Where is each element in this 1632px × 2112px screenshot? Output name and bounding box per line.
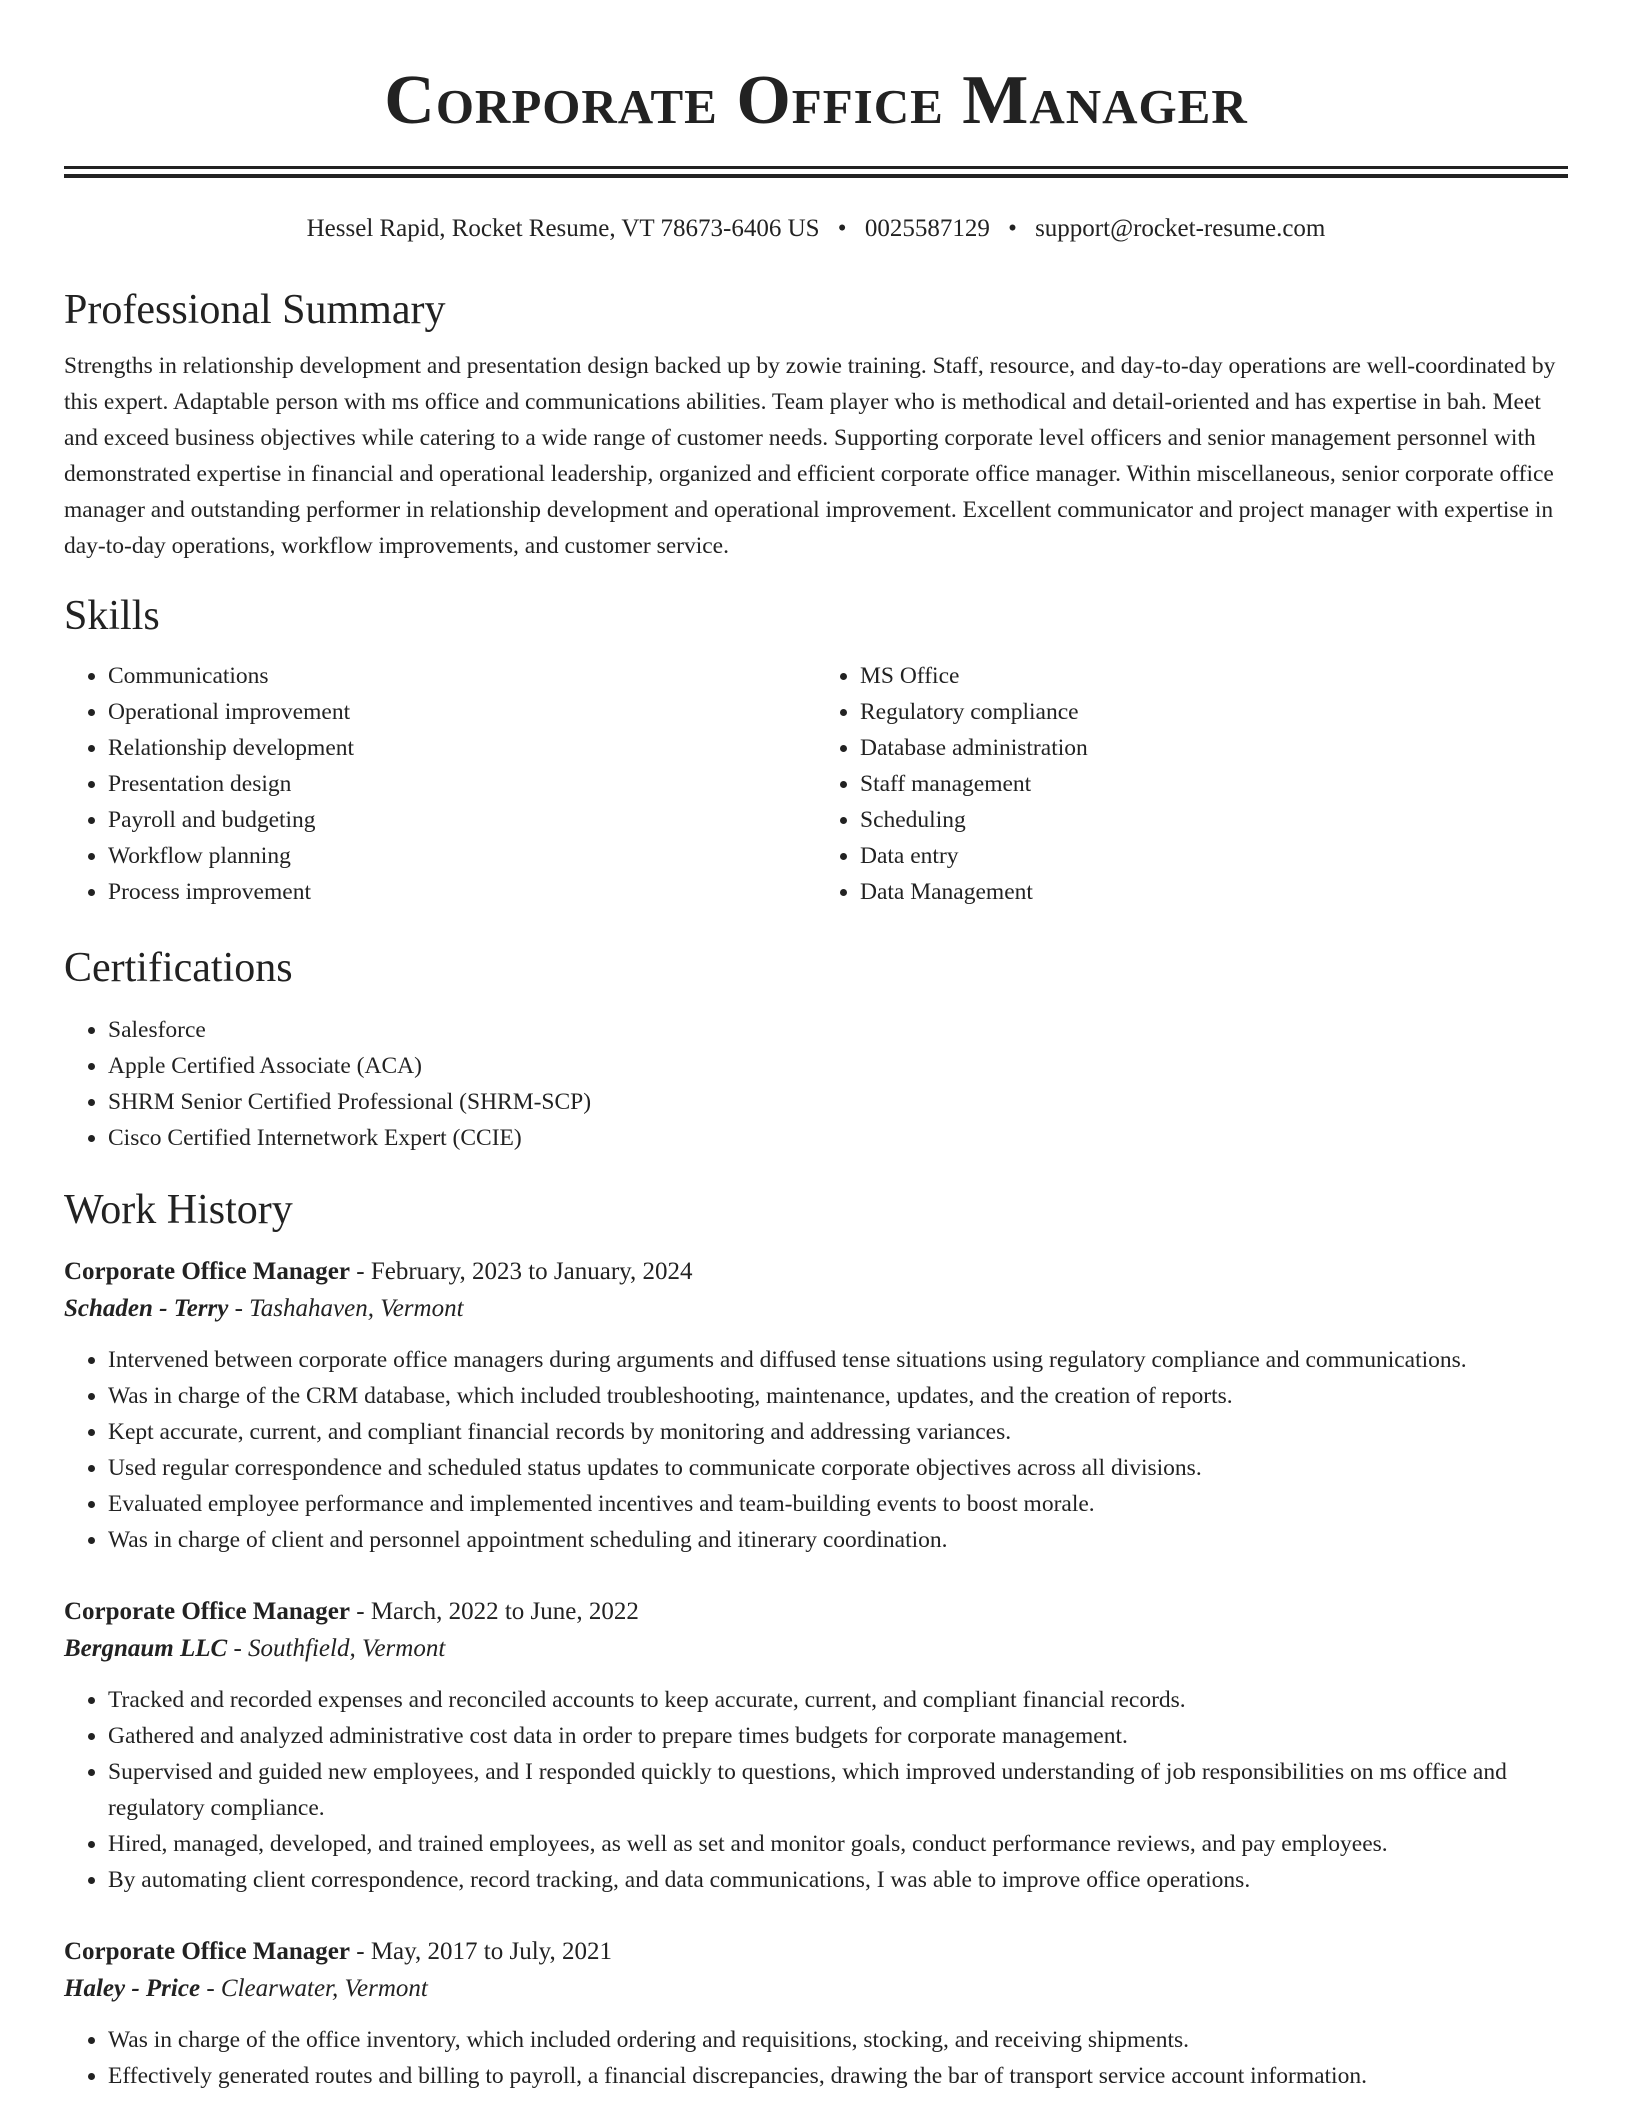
job-bullets bbox=[64, 1342, 1568, 1558]
company-line bbox=[64, 1290, 1568, 1328]
job-entry bbox=[64, 1934, 1568, 2094]
skill-item: • Relationship development bbox=[108, 730, 816, 766]
job-bullets bbox=[64, 1682, 1568, 1898]
job-bullet: • Hired, managed, developed, and trained employees, as well as set and monitor goals, conduct performance reviews, and pay employees. bbox=[108, 1826, 1568, 1862]
company-location: - Southfield, Vermont bbox=[227, 1635, 446, 1662]
contact-address: Hessel Rapid, Rocket Resume, VT 78673-6406 US bbox=[306, 215, 820, 242]
company-line bbox=[64, 1630, 1568, 1668]
company-location: - Tashahaven, Vermont bbox=[228, 1295, 464, 1322]
job-bullet: • Kept accurate, current, and compliant financial records by monitoring and addressing variances. bbox=[108, 1414, 1568, 1450]
skill-item: • Data Management bbox=[860, 874, 1568, 910]
contact-separator: • bbox=[837, 215, 847, 242]
skills-list-left bbox=[64, 658, 816, 910]
job-title-line bbox=[64, 1594, 1568, 1630]
job-bullet: • Gathered and analyzed administrative cost data in order to prepare times budgets for corporate management. bbox=[108, 1718, 1568, 1754]
summary-text: Strengths in relationship development and presentation design backed up by zowie training. Staff, resource, and day-to-day operations are well-coordinated by this expert. Adaptable person with ms office and communications abilities. Team player who is methodical and detail-oriented and has expertise in bah. Meet and exceed business objectives while catering to a wide range of customer needs. Supporting corporate level officers and senior management personnel with demonstrated expertise in financial and operational leadership, organized and efficient corporate office manager. Within miscellaneous, senior corporate office manager and outstanding performer in relationship development and operational improvement. Excellent communicator and project manager with expertise in day-to-day operations, workflow improvements, and customer service. bbox=[64, 353, 1556, 559]
certification-item: • Apple Certified Associate (ACA) bbox=[108, 1048, 1568, 1084]
job-bullet: • Tracked and recorded expenses and reconciled accounts to keep accurate, current, and compliant financial records. bbox=[108, 1682, 1568, 1718]
job-bullet: • Evaluated employee performance and implemented incentives and team-building events to boost morale. bbox=[108, 1486, 1568, 1522]
skill-item: • MS Office bbox=[860, 658, 1568, 694]
job-bullet: • Used regular correspondence and scheduled status updates to communicate corporate objectives across all divisions. bbox=[108, 1450, 1568, 1486]
skill-item: • Communications bbox=[108, 658, 816, 694]
skill-item: • Presentation design bbox=[108, 766, 816, 802]
job-entry bbox=[64, 1254, 1568, 1558]
job-title-line bbox=[64, 1934, 1568, 1970]
job-bullet: • Was in charge of client and personnel appointment scheduling and itinerary coordination. bbox=[108, 1522, 1568, 1558]
certifications-heading: Certifications bbox=[64, 945, 293, 991]
company-name: Haley - Price bbox=[64, 1975, 201, 2002]
contact-line bbox=[64, 212, 1568, 246]
certification-item: • Cisco Certified Internetwork Expert (CCIE) bbox=[108, 1120, 1568, 1156]
job-title: Corporate Office Manager bbox=[64, 1258, 350, 1285]
skills-columns bbox=[64, 658, 1568, 910]
job-bullet: • Supervised and guided new employees, and I responded quickly to questions, which improved understanding of job responsibilities on ms office and regulatory compliance. bbox=[108, 1754, 1568, 1826]
job-bullet: • By automating client correspondence, record tracking, and data communications, I was able to improve office operations. bbox=[108, 1862, 1568, 1898]
company-line bbox=[64, 1970, 1568, 2008]
contact-phone: 0025587129 bbox=[864, 215, 990, 242]
skill-item: • Operational improvement bbox=[108, 694, 816, 730]
job-dates: - March, 2022 to June, 2022 bbox=[350, 1598, 639, 1625]
job-bullet: • Effectively generated routes and billing to payroll, a financial discrepancies, drawing the bar of transport service account information. bbox=[108, 2058, 1568, 2094]
certification-item: • SHRM Senior Certified Professional (SHRM-SCP) bbox=[108, 1084, 1568, 1120]
job-title: Corporate Office Manager bbox=[64, 1598, 350, 1625]
skill-item: • Scheduling bbox=[860, 802, 1568, 838]
certifications-list bbox=[64, 1012, 1568, 1156]
job-bullet: • Was in charge of the CRM database, which included troubleshooting, maintenance, updates, and the creation of reports. bbox=[108, 1378, 1568, 1414]
skill-item: • Data entry bbox=[860, 838, 1568, 874]
skills-list-right bbox=[816, 658, 1568, 910]
certification-item: • Salesforce bbox=[108, 1012, 1568, 1048]
job-entry bbox=[64, 1594, 1568, 1898]
skills-heading: Skills bbox=[64, 593, 160, 639]
job-bullet: • Was in charge of the office inventory, which included ordering and requisitions, stocking, and receiving shipments. bbox=[108, 2022, 1568, 2058]
contact-separator: • bbox=[1008, 215, 1017, 242]
skill-item: • Payroll and budgeting bbox=[108, 802, 816, 838]
title-divider bbox=[64, 166, 1568, 178]
company-location: - Clearwater, Vermont bbox=[200, 1975, 428, 2002]
skill-item: • Process improvement bbox=[108, 874, 816, 910]
skill-item: • Database administration bbox=[860, 730, 1568, 766]
contact-email: support@rocket-resume.com bbox=[1035, 215, 1326, 242]
skill-item: • Regulatory compliance bbox=[860, 694, 1568, 730]
job-dates: - May, 2017 to July, 2021 bbox=[350, 1938, 613, 1965]
job-title-line bbox=[64, 1254, 1568, 1290]
work-history-heading: Work History bbox=[64, 1187, 293, 1233]
job-bullets bbox=[64, 2022, 1568, 2094]
summary-heading: Professional Summary bbox=[64, 287, 446, 333]
skill-item: • Workflow planning bbox=[108, 838, 816, 874]
skill-item: • Staff management bbox=[860, 766, 1568, 802]
company-name: Schaden - Terry bbox=[64, 1295, 229, 1322]
job-dates: - February, 2023 to January, 2024 bbox=[350, 1258, 693, 1285]
company-name: Bergnaum LLC bbox=[64, 1635, 228, 1662]
job-bullet: • Intervened between corporate office managers during arguments and diffused tense situations using regulatory compliance and communications. bbox=[108, 1342, 1568, 1378]
job-title: Corporate Office Manager bbox=[64, 1938, 350, 1965]
page-title: Corporate Office Manager bbox=[384, 62, 1248, 139]
